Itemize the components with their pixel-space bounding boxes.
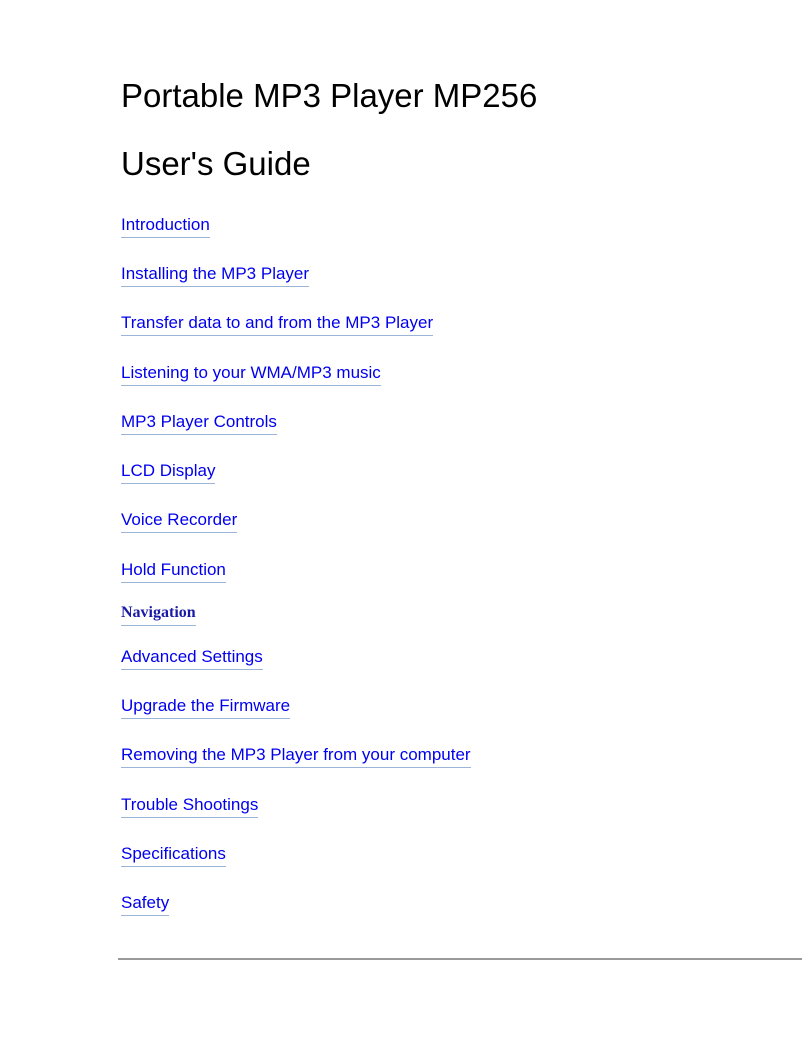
horizontal-divider (118, 958, 802, 960)
toc-item (121, 559, 226, 583)
page-title: Portable MP3 Player MP256 (121, 77, 538, 114)
toc-link-safety[interactable]: Safety (121, 892, 169, 916)
toc-item (121, 794, 258, 818)
toc-link-transfer-data[interactable]: Transfer data to and from the MP3 Player (121, 312, 433, 336)
toc-item (121, 312, 433, 336)
toc-link-installing[interactable]: Installing the MP3 Player (121, 263, 309, 287)
toc-item (121, 646, 263, 670)
toc-link-trouble-shootings[interactable]: Trouble Shootings (121, 794, 258, 818)
toc-item (121, 214, 210, 238)
toc-link-advanced-settings[interactable]: Advanced Settings (121, 646, 263, 670)
toc-item (121, 362, 381, 386)
toc-item (121, 843, 226, 867)
toc-item (121, 602, 196, 626)
toc-item (121, 509, 237, 533)
toc-link-hold-function[interactable]: Hold Function (121, 559, 226, 583)
toc-link-controls[interactable]: MP3 Player Controls (121, 411, 277, 435)
toc-item (121, 411, 277, 435)
toc-link-upgrade-firmware[interactable]: Upgrade the Firmware (121, 695, 290, 719)
toc-item (121, 460, 215, 484)
toc-link-listening[interactable]: Listening to your WMA/MP3 music (121, 362, 381, 386)
toc-link-introduction[interactable]: Introduction (121, 214, 210, 238)
toc-item (121, 892, 169, 916)
toc-item (121, 263, 309, 287)
toc-link-navigation[interactable]: Navigation (121, 602, 196, 626)
toc-link-lcd-display[interactable]: LCD Display (121, 460, 215, 484)
toc-item (121, 744, 471, 768)
page-subtitle: User's Guide (121, 145, 311, 182)
toc-link-removing[interactable]: Removing the MP3 Player from your computer (121, 744, 471, 768)
toc-link-voice-recorder[interactable]: Voice Recorder (121, 509, 237, 533)
toc-item (121, 695, 290, 719)
toc-link-specifications[interactable]: Specifications (121, 843, 226, 867)
